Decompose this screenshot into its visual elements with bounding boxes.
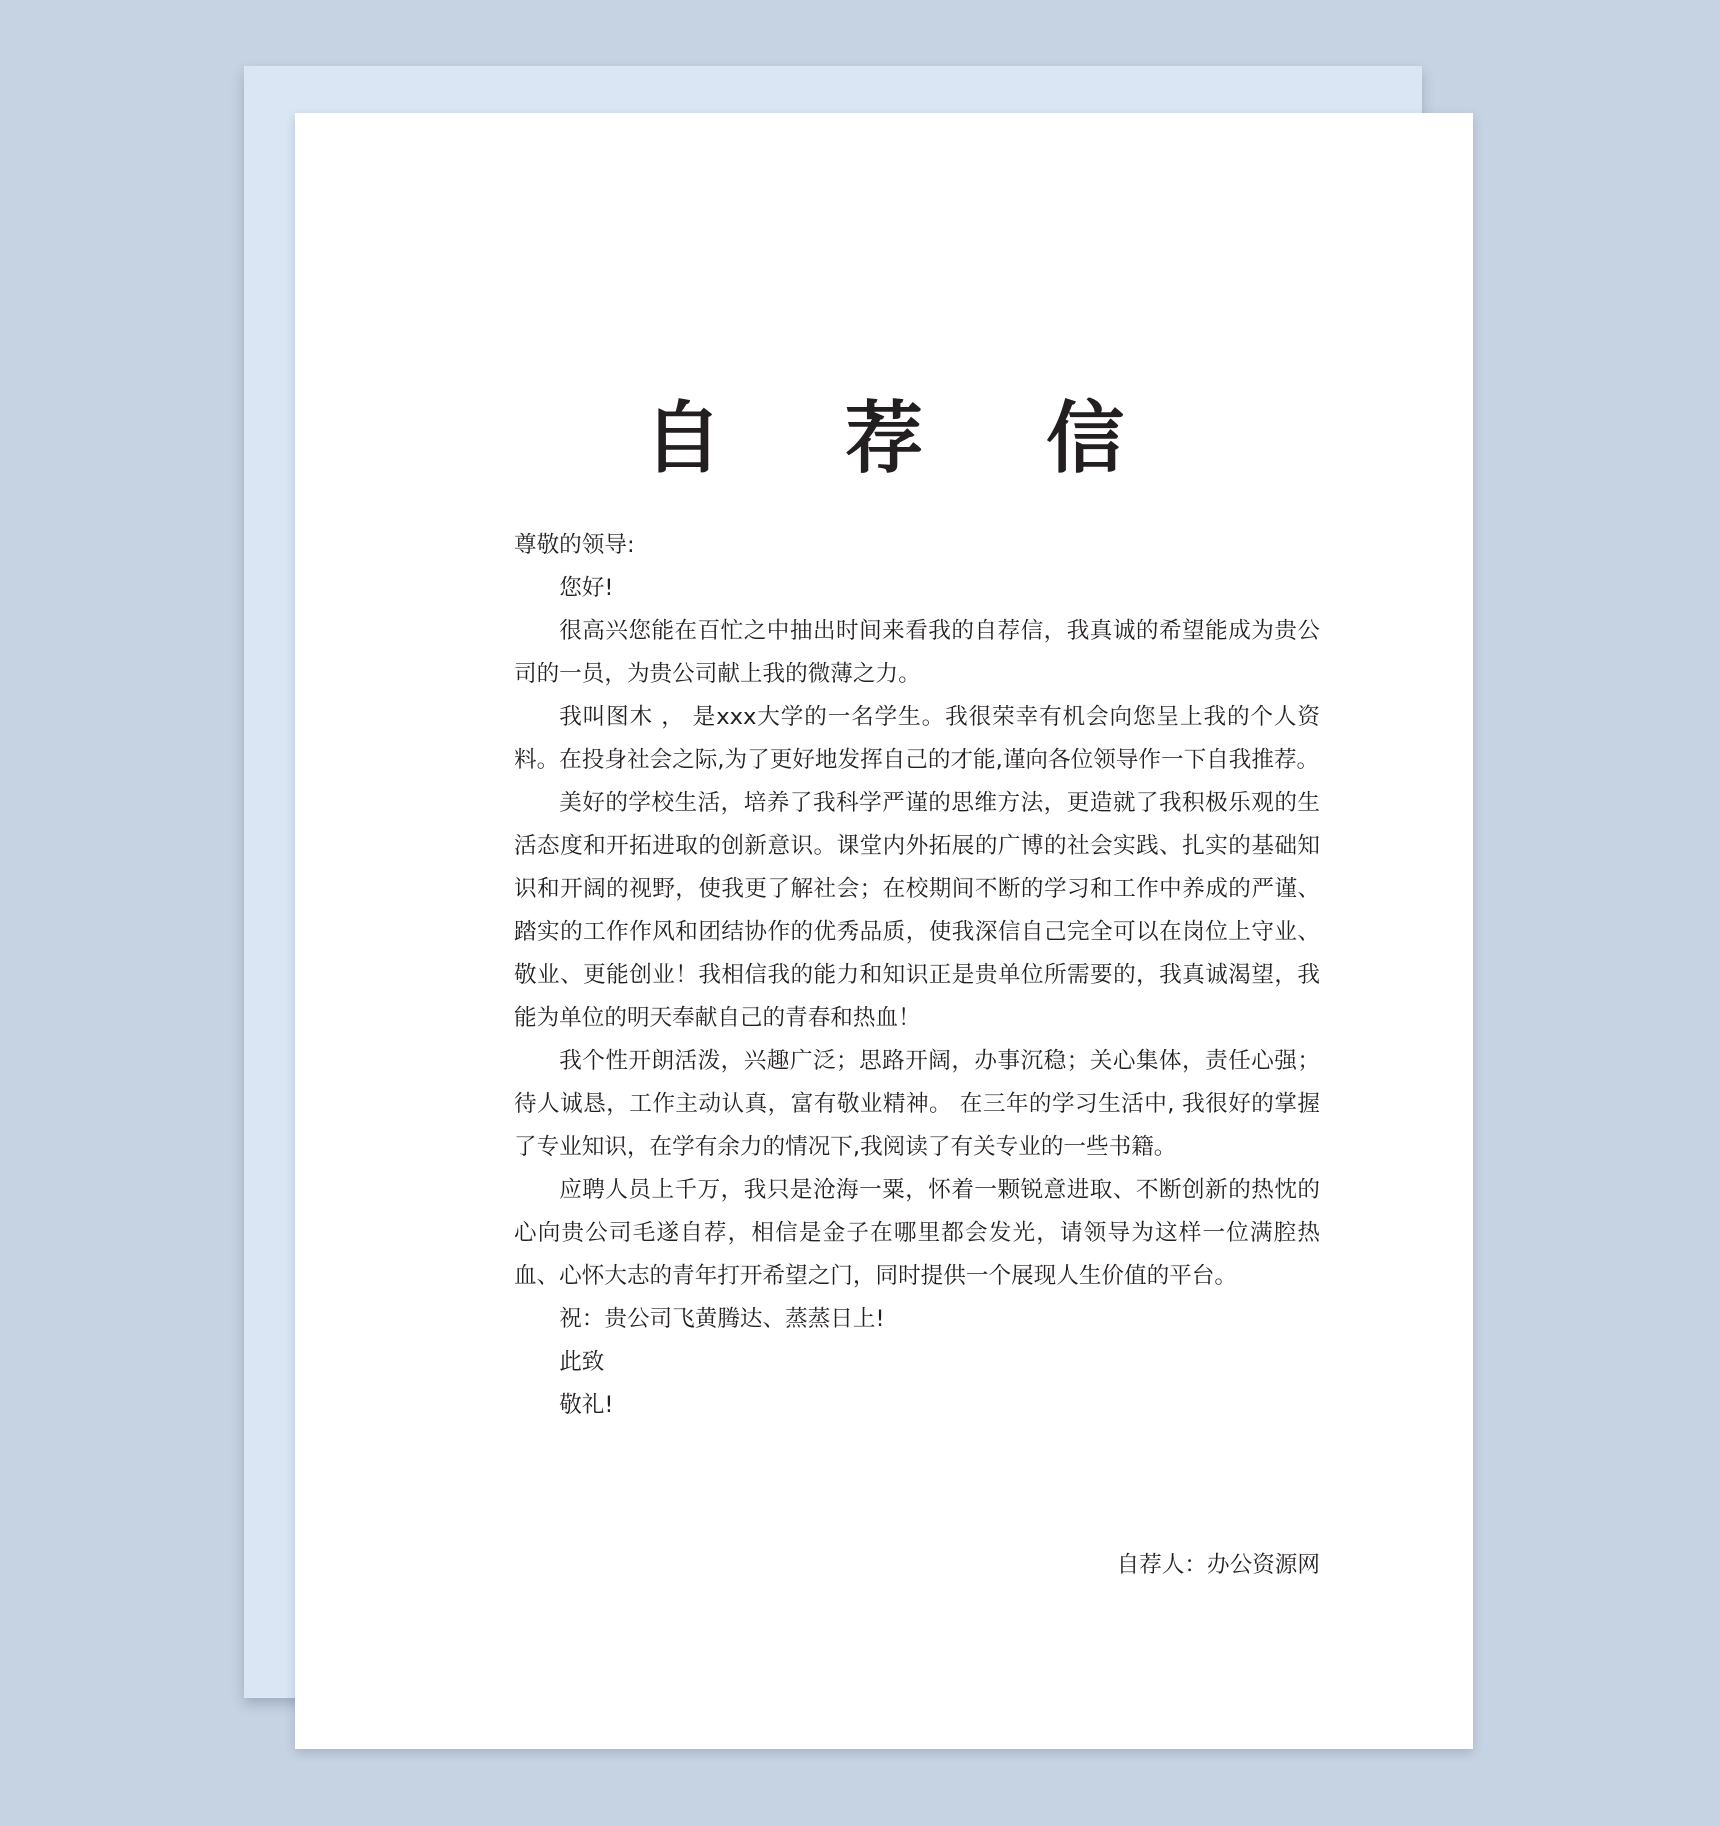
signature: 自荐人：办公资源网 [1116, 1552, 1320, 1578]
closing-line-2: 敬礼! [559, 1392, 614, 1418]
paragraph-personality: 我个性开朗活泼，兴趣广泛；思路开阔，办事沉稳；关心集体，责任心强；待人诚恳，工作主动认真，富有敬业精神。 在三年的学习生活中, 我很好的掌握了专业知识，在学有余力的情况下,我阅读了有关专业的一些书籍。 [514, 1048, 1320, 1160]
letter-title: 自 荐 信 [643, 394, 1173, 484]
letter-body [514, 524, 1320, 1427]
greeting: 您好! [559, 575, 614, 601]
paragraph-application: 应聘人员上千万，我只是沧海一粟，怀着一颗锐意进取、不断创新的热忱的心向贵公司毛遂自荐，相信是金子在哪里都会发光，请领导为这样一位满腔热血、心怀大志的青年打开希望之门，同时提供一个展现人生价值的平台。 [514, 1177, 1320, 1289]
paragraph-self-intro: 我叫图木 ， 是xxx大学的一名学生。我很荣幸有机会向您呈上我的个人资料。在投身社会之际,为了更好地发挥自己的才能,谨向各位领导作一下自我推荐。 [514, 704, 1320, 773]
paragraph-school-life: 美好的学校生活，培养了我科学严谨的思维方法，更造就了我积极乐观的生活态度和开拓进取的创新意识。课堂内外拓展的广博的社会实践、扎实的基础知识和开阔的视野，使我更了解社会；在校期间不断的学习和工作中养成的严谨、踏实的工作作风和团结协作的优秀品质，使我深信自己完全可以在岗位上守业、敬业、更能创业！我相信我的能力和知识正是贵单位所需要的，我真诚渴望，我能为单位的明天奉献自己的青春和热血！ [514, 790, 1320, 1031]
letter-page [295, 113, 1473, 1749]
salutation: 尊敬的领导: [514, 532, 635, 558]
paragraph-intro: 很高兴您能在百忙之中抽出时间来看我的自荐信，我真诚的希望能成为贵公司的一员，为贵公司献上我的微薄之力。 [514, 618, 1320, 687]
wish-line: 祝：贵公司飞黄腾达、蒸蒸日上! [559, 1306, 885, 1332]
closing-line-1: 此致 [559, 1349, 605, 1375]
